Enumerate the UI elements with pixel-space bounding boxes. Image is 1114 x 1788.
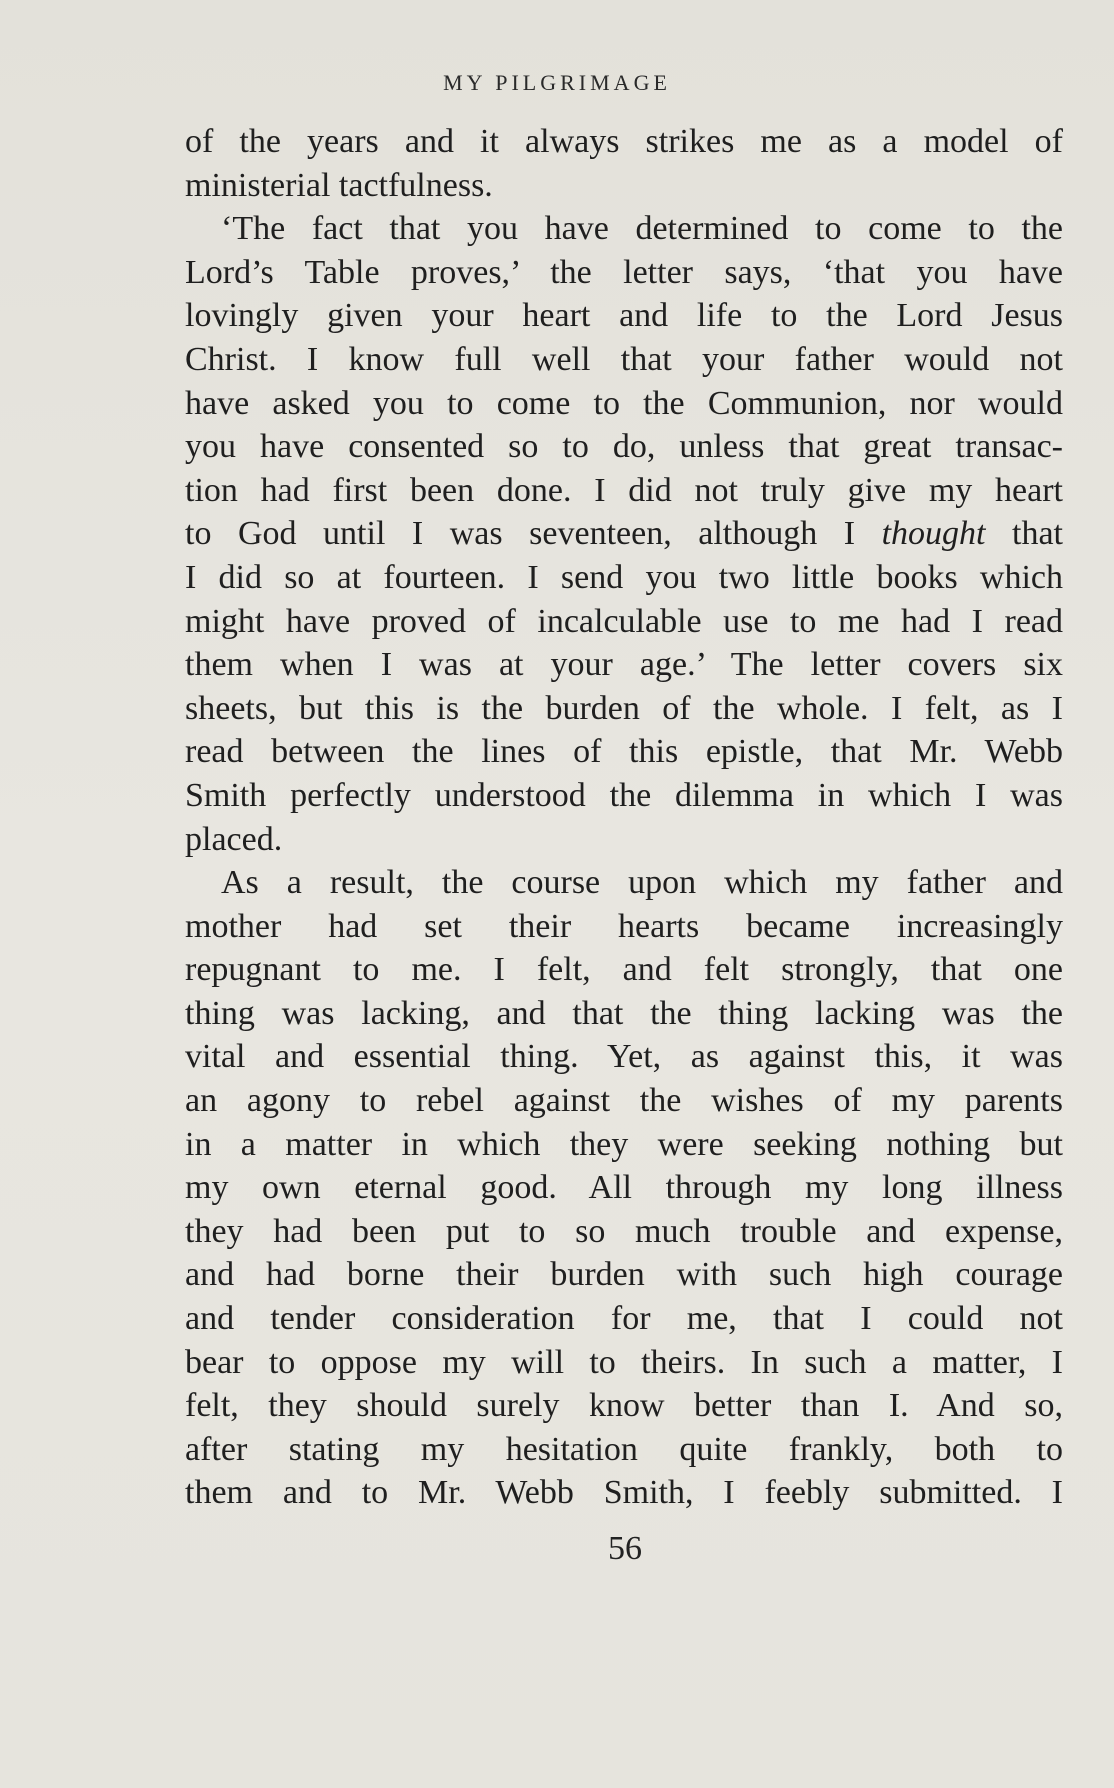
body-text [185, 120, 1063, 1515]
text-line: might have proved of incalculable use to me had I read [185, 602, 1063, 640]
text-line: and tender consideration for me, that I could not [185, 1300, 1063, 1338]
text-line: bear to oppose my will to theirs. In such a matter, I [185, 1343, 1063, 1381]
text-line: placed. [185, 820, 283, 858]
text-line: vital and essential thing. Yet, as against this, it was [185, 1038, 1063, 1076]
text-line: I did so at fourteen. I send you two little books which [185, 558, 1063, 596]
text-segment: to God until I was seventeen, although I [185, 515, 882, 553]
text-line: an agony to rebel against the wishes of my parents [185, 1082, 1063, 1120]
text-line: mother had set their hearts became increasingly [185, 907, 1063, 945]
text-line: As a result, the course upon which my father and [221, 864, 1063, 902]
text-line: Smith perfectly understood the dilemma in which I was [185, 776, 1063, 814]
text-line: ministerial tactfulness. [185, 166, 493, 204]
text-line: lovingly given your heart and life to the Lord Jesus [185, 297, 1063, 335]
text-line: after stating my hesitation quite frankly, both to [185, 1430, 1063, 1468]
running-head: MY PILGRIMAGE [443, 70, 671, 95]
text-line: repugnant to me. I felt, and felt strongly, that one [185, 951, 1063, 989]
text-line: read between the lines of this epistle, that Mr. Webb [185, 733, 1063, 771]
text-line: my own eternal good. All through my long illness [185, 1169, 1063, 1207]
text-line: they had been put to so much trouble and expense, [185, 1212, 1063, 1250]
text-line: of the years and it always strikes me as a model of [185, 123, 1063, 160]
text-line: have asked you to come to the Communion, nor would [185, 384, 1063, 422]
text-line: felt, they should surely know better than I. And so, [185, 1387, 1063, 1425]
text-line: Christ. I know full well that your father would not [185, 340, 1063, 378]
text-line: sheets, but this is the burden of the whole. I felt, as I [185, 689, 1063, 727]
text-line: Lord’s Table proves,’ the letter says, ‘that you have [185, 253, 1063, 291]
text-line: them when I was at your age.’ The letter covers six [185, 646, 1063, 684]
text-line [185, 512, 1063, 556]
text-segment: that [985, 515, 1063, 553]
text-line: you have consented so to do, unless that great transac- [185, 428, 1063, 466]
text-line: thing was lacking, and that the thing lacking was the [185, 994, 1063, 1032]
text-line: tion had first been done. I did not truly give my heart [185, 471, 1063, 509]
page-number: 56 [608, 1530, 642, 1567]
emphasis: thought [881, 515, 986, 553]
text-line: ‘The fact that you have determined to come to the [221, 210, 1063, 248]
text-line: them and to Mr. Webb Smith, I feebly submitted. I [185, 1474, 1063, 1512]
text-line: in a matter in which they were seeking nothing but [185, 1125, 1063, 1163]
text-line: and had borne their burden with such high courage [185, 1256, 1063, 1294]
